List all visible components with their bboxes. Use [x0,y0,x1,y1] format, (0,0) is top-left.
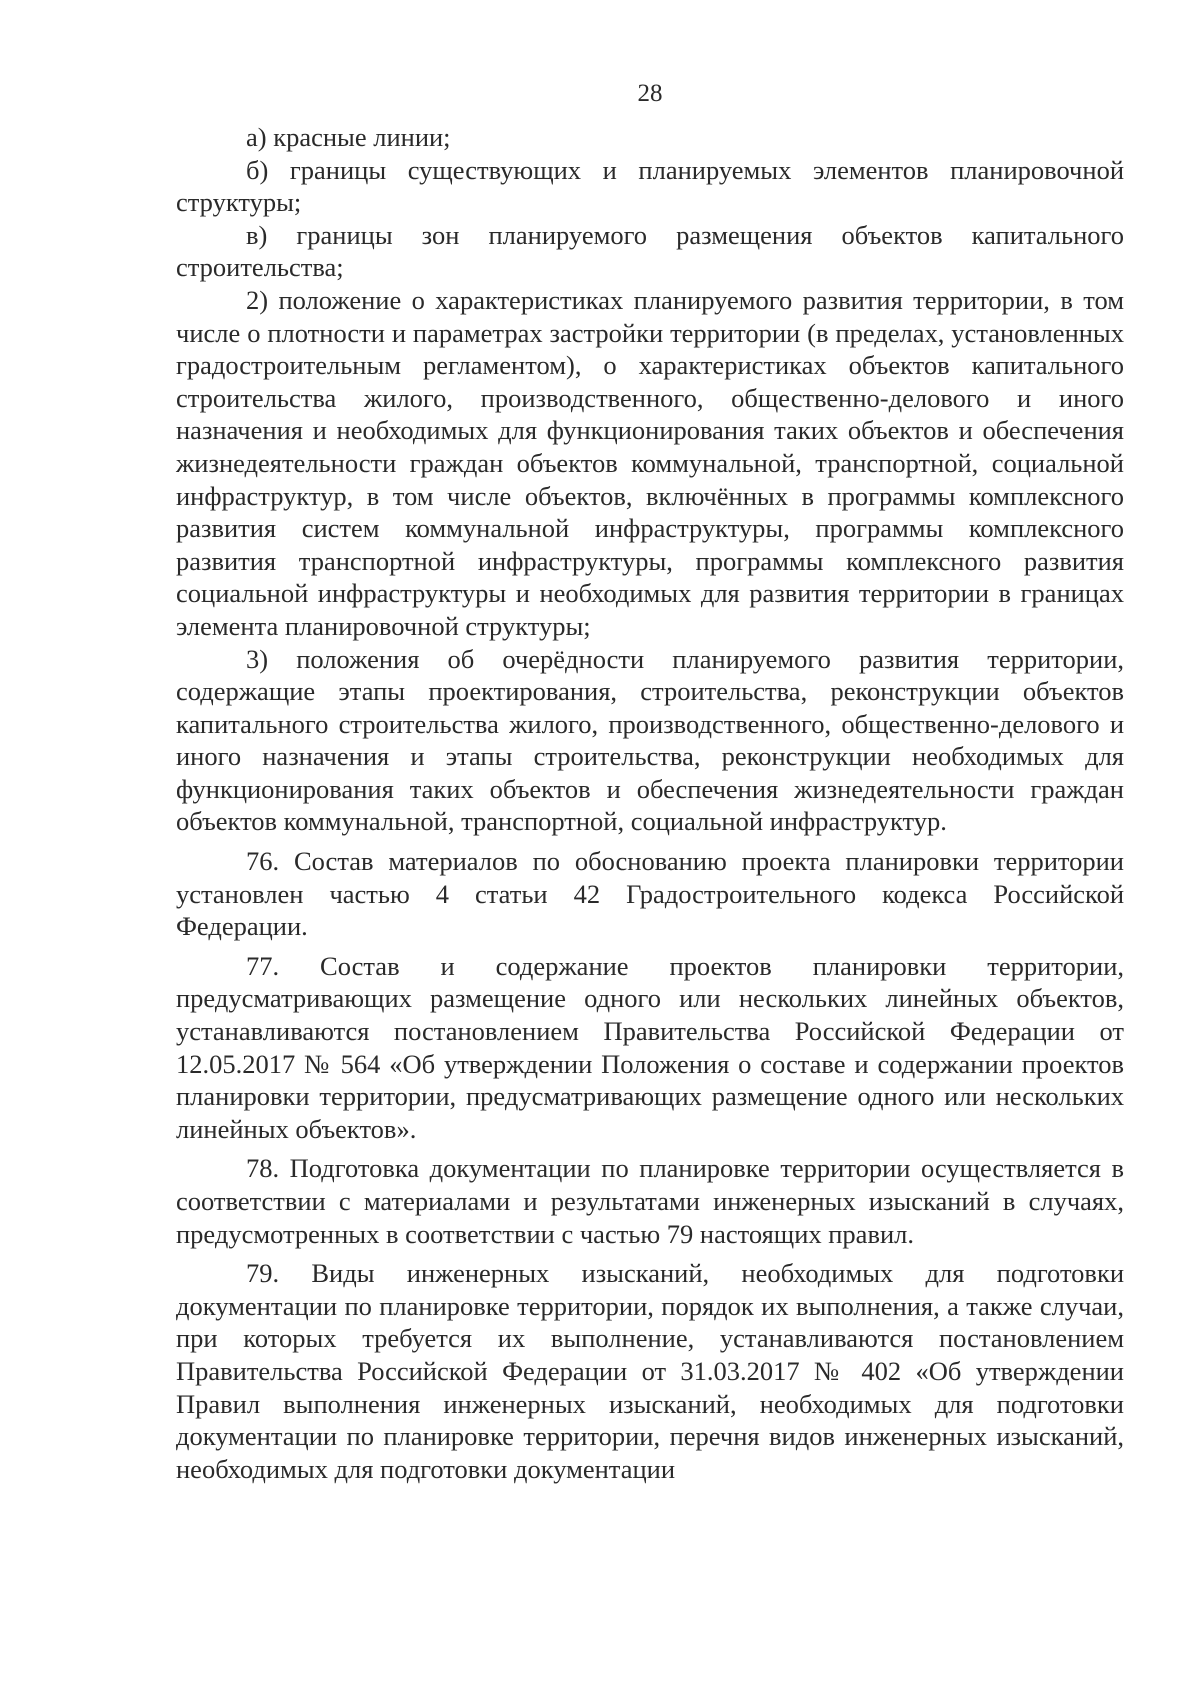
paragraph-b: б) границы существующих и планируемых элементов планировочной структуры; [176,154,1124,218]
paragraph-77: 77. Состав и содержание проектов планировки территории, предусматривающих размещение одного или нескольких линейных объектов, устанавливаются постановлением Правительства Российской Федерации от 12.05.2017 № 564 «Об утверждении Положения о составе и содержании проектов планировки территории, предусматривающих размещение одного или нескольких линейных объектов». [176,950,1124,1144]
paragraph-item-2: 2) положение о характеристиках планируемого развития территории, в том числе о плотности и параметрах застройки территории (в пределах, установленных градостроительным регламентом), о характеристиках объектов капитального строительства жилого, производственного, общественно-делового и иного назначения и необходимых для функционирования таких объектов и обеспечения жизнедеятельности граждан объектов коммунальной, транспортной, социальной инфраструктур, в том числе объектов, включённых в программы комплексного развития систем коммунальной инфраструктуры, программы комплексного развития транспортной инфраструктуры, программы комплексного развития социальной инфраструктуры и необходимых для развития территории в границах элемента планировочной структуры; [176,284,1124,641]
document-page [176,0,1124,1698]
paragraph-79: 79. Виды инженерных изысканий, необходимых для подготовки документации по планировке территории, порядок их выполнения, а также случаи, при которых требуется их выполнение, устанавливаются постановлением Правительства Российской Федерации от 31.03.2017 № 402 «Об утверждении Правил выполнения инженерных изысканий, необходимых для подготовки документации по планировке территории, перечня видов инженерных изысканий, необходимых для подготовки документации [176,1258,1124,1484]
paragraph-76: 76. Состав материалов по обоснованию проекта планировки территории установлен частью 4 статьи 42 Градостроительного кодекса Российской Федерации. [176,846,1124,942]
document-body [176,121,1124,1485]
page-number: 28 [637,80,663,107]
paragraph-v: в) границы зон планируемого размещения объектов капитального строительства; [176,219,1124,283]
paragraph-a: а) красные линии; [246,122,451,152]
paragraph-78: 78. Подготовка документации по планировке территории осуществляется в соответствии с материалами и результатами инженерных изысканий в случаях, предусмотренных в соответствии с частью 79 настоящих правил. [176,1153,1124,1249]
paragraph-item-3: 3) положения об очерёдности планируемого развития территории, содержащие этапы проектирования, строительства, реконструкции объектов капитального строительства жилого, производственного, общественно-делового и иного назначения и этапы строительства, реконструкции необходимых для функционирования таких объектов и обеспечения жизнедеятельности граждан объектов коммунальной, транспортной, социальной инфраструктур. [176,643,1124,837]
